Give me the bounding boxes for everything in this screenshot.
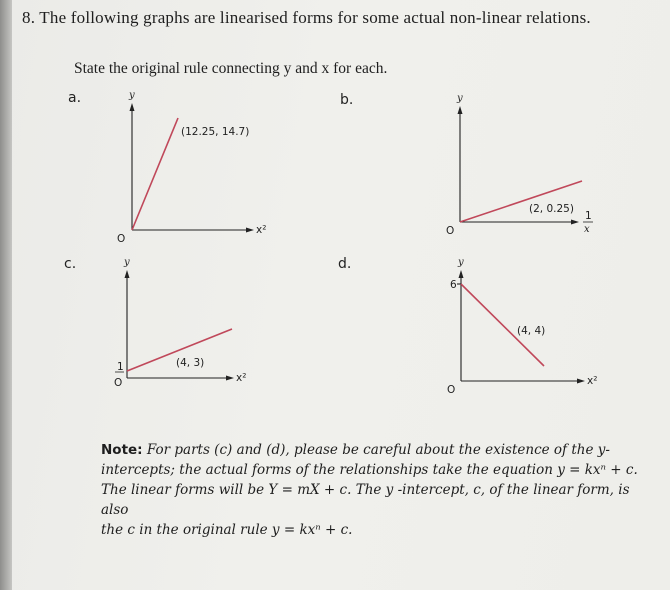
graph-c-x-label: x² [236, 372, 247, 384]
note-line-4-text: the c in the original rule [101, 522, 272, 538]
graph-b-x-den: x [584, 224, 590, 235]
note-paragraph [101, 440, 656, 540]
note-heading: Note: [101, 442, 143, 458]
graph-b-y-label: y [457, 93, 463, 104]
graph-c-point-label: (4, 3) [176, 357, 205, 369]
note-line-4 [101, 520, 656, 540]
graph-c-origin: O [114, 377, 123, 389]
graph-a-point-label: (12.25, 14.7) [181, 126, 250, 138]
graph-d-y-intercept: 6 [450, 279, 457, 291]
note-line-3-text-b: . The y -intercept, c, of the linear form, is also [101, 482, 630, 518]
part-b-label: b. [340, 92, 354, 108]
graph-d-x-arrow [577, 379, 585, 384]
graph-b-point-label: (2, 0.25) [529, 203, 574, 215]
note-line-1 [101, 440, 656, 460]
note-line-3 [101, 480, 656, 520]
part-d-label: d. [338, 256, 352, 272]
note-line-1-text: For parts (c) and (d), please be careful about the existence of the y- [146, 442, 610, 458]
note-equation-1: y = kxⁿ + c. [557, 462, 638, 478]
graph-b-x-num: 1 [585, 210, 592, 222]
note-line-3-text-a: The linear forms will be [101, 482, 269, 498]
graph-d-x-label: x² [587, 375, 598, 387]
graph-d-y-arrow [459, 270, 464, 278]
graph-c-intercept-num: 1 [117, 361, 124, 373]
graph-b-origin: O [446, 225, 455, 237]
part-c-label: c. [64, 256, 77, 272]
graph-a-y-label: y [129, 90, 135, 101]
question-instruction: State the original rule connecting y and x for each. [74, 60, 388, 77]
note-equation-2: Y = mX + c [268, 482, 348, 498]
graph-a-origin: O [117, 233, 126, 245]
note-line-2-text: intercepts; the actual forms of the relationships take the equation [101, 462, 558, 478]
graph-c-y-label: y [124, 257, 130, 268]
graph-d-point-label: (4, 4) [517, 325, 546, 337]
graph-d-origin: O [447, 384, 456, 396]
note-line-2 [101, 460, 656, 480]
graph-d-y-label: y [458, 257, 464, 268]
question-title: 8. The following graphs are linearised forms for some actual non-linear relations. [22, 8, 591, 27]
graph-a-x-label: x² [256, 224, 267, 236]
note-equation-3: y = kxⁿ + c. [271, 522, 353, 538]
part-a-label: a. [68, 90, 82, 106]
